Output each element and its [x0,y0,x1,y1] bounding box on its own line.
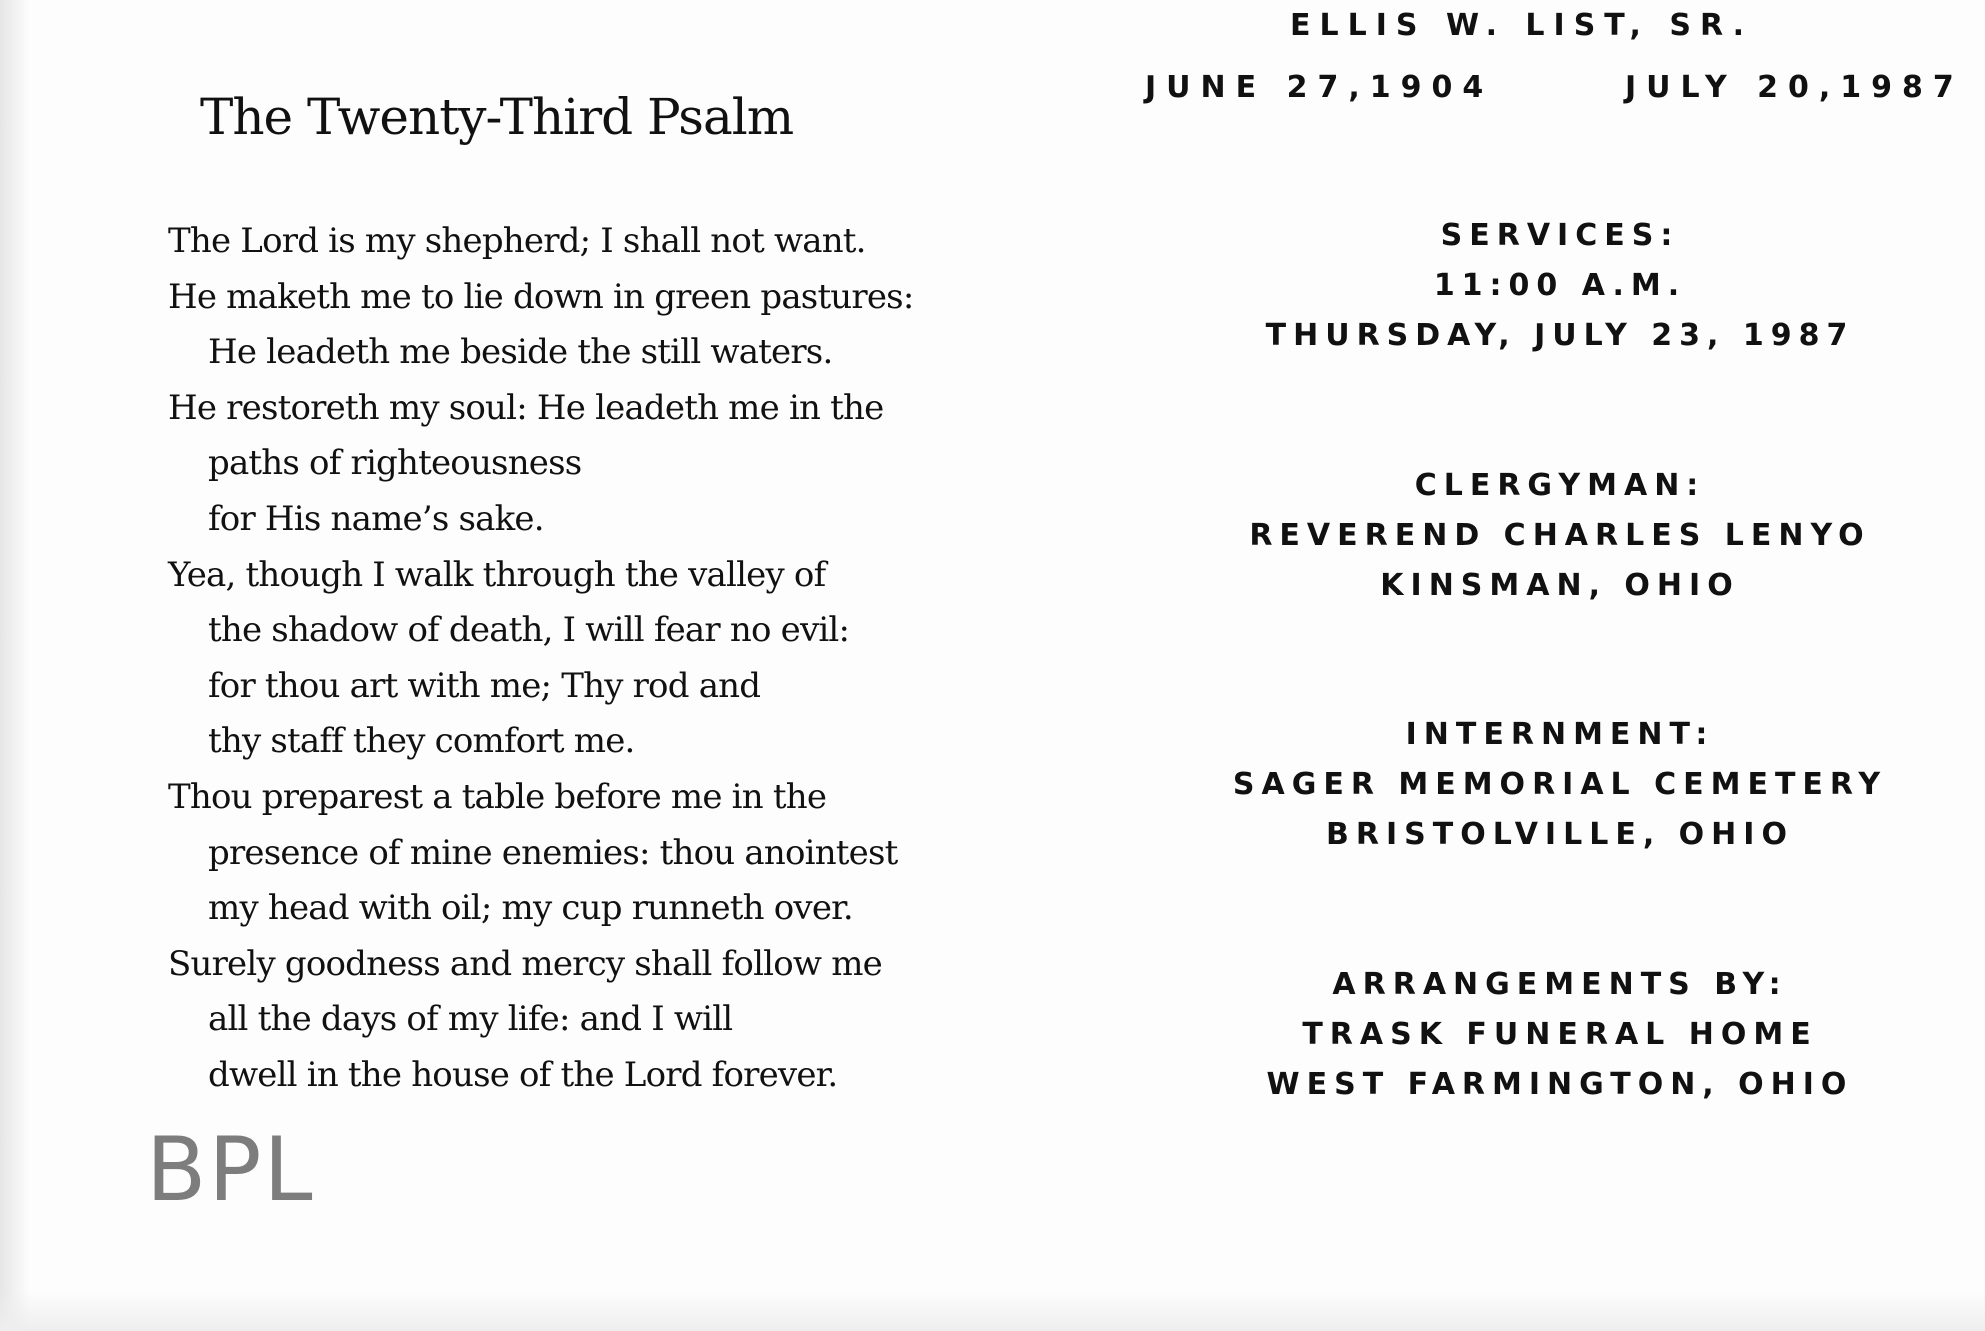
psalm-line: all the days of my life: and I will [208,999,733,1040]
psalm-line: presence of mine enemies: thou anointest [208,832,898,873]
psalm-line: my head with oil; my cup runneth over. [208,888,853,929]
services-heading: SERVICES: [1440,218,1680,253]
deceased-name: ELLIS W. LIST, SR. [1290,8,1753,43]
psalm-text [168,214,968,1104]
psalm-title: The Twenty-Third Psalm [200,88,794,146]
clergyman-heading: CLERGYMAN: [1414,468,1706,503]
psalm-line: Thou preparest a table before me in the [168,776,827,817]
services-time: 11:00 A.M. [1433,268,1687,303]
psalm-line: Yea, though I walk through the valley of [168,554,826,595]
psalm-line: dwell in the house of the Lord forever. [208,1054,838,1095]
psalm-line: Surely goodness and mercy shall follow me [168,943,882,984]
internment-place: SAGER MEMORIAL CEMETERY [1232,767,1888,802]
funeral-home-location: WEST FARMINGTON, OHIO [1266,1067,1854,1102]
clergyman-section [1150,461,1970,611]
services-section [1150,211,1970,361]
clergyman-location: KINSMAN, OHIO [1380,568,1740,603]
internment-location: BRISTOLVILLE, OHIO [1326,817,1794,852]
clergyman-name: REVEREND CHARLES LENYO [1249,518,1871,553]
death-date: JULY 20,1987 [1625,70,1964,105]
psalm-line: for thou art with me; Thy rod and [208,665,761,706]
funeral-home-name: TRASK FUNERAL HOME [1302,1017,1818,1052]
psalm-line: thy staff they comfort me. [208,721,635,762]
scan-bottom-shadow [0,1291,1985,1331]
psalm-line: the shadow of death, I will fear no evil: [208,610,850,651]
arrangements-heading: ARRANGEMENTS BY: [1332,967,1788,1002]
psalm-line: paths of righteousness [208,443,582,484]
psalm-line: He leadeth me beside the still waters. [208,332,833,373]
services-date: THURSDAY, JULY 23, 1987 [1265,318,1855,353]
psalm-line: He maketh me to lie down in green pastures: [168,276,914,317]
bpl-watermark: BPL [146,1118,315,1221]
psalm-line: for His name’s sake. [208,498,544,539]
psalm-line: The Lord is my shepherd; I shall not want. [168,221,866,261]
internment-heading: INTERNMENT: [1405,717,1715,752]
internment-section [1150,710,1970,860]
arrangements-section [1150,960,1970,1110]
psalm-line: He restoreth my soul: He leadeth me in the [168,387,884,428]
scan-edge-shadow [0,0,30,1331]
birth-date: JUNE 27,1904 [1145,70,1494,105]
